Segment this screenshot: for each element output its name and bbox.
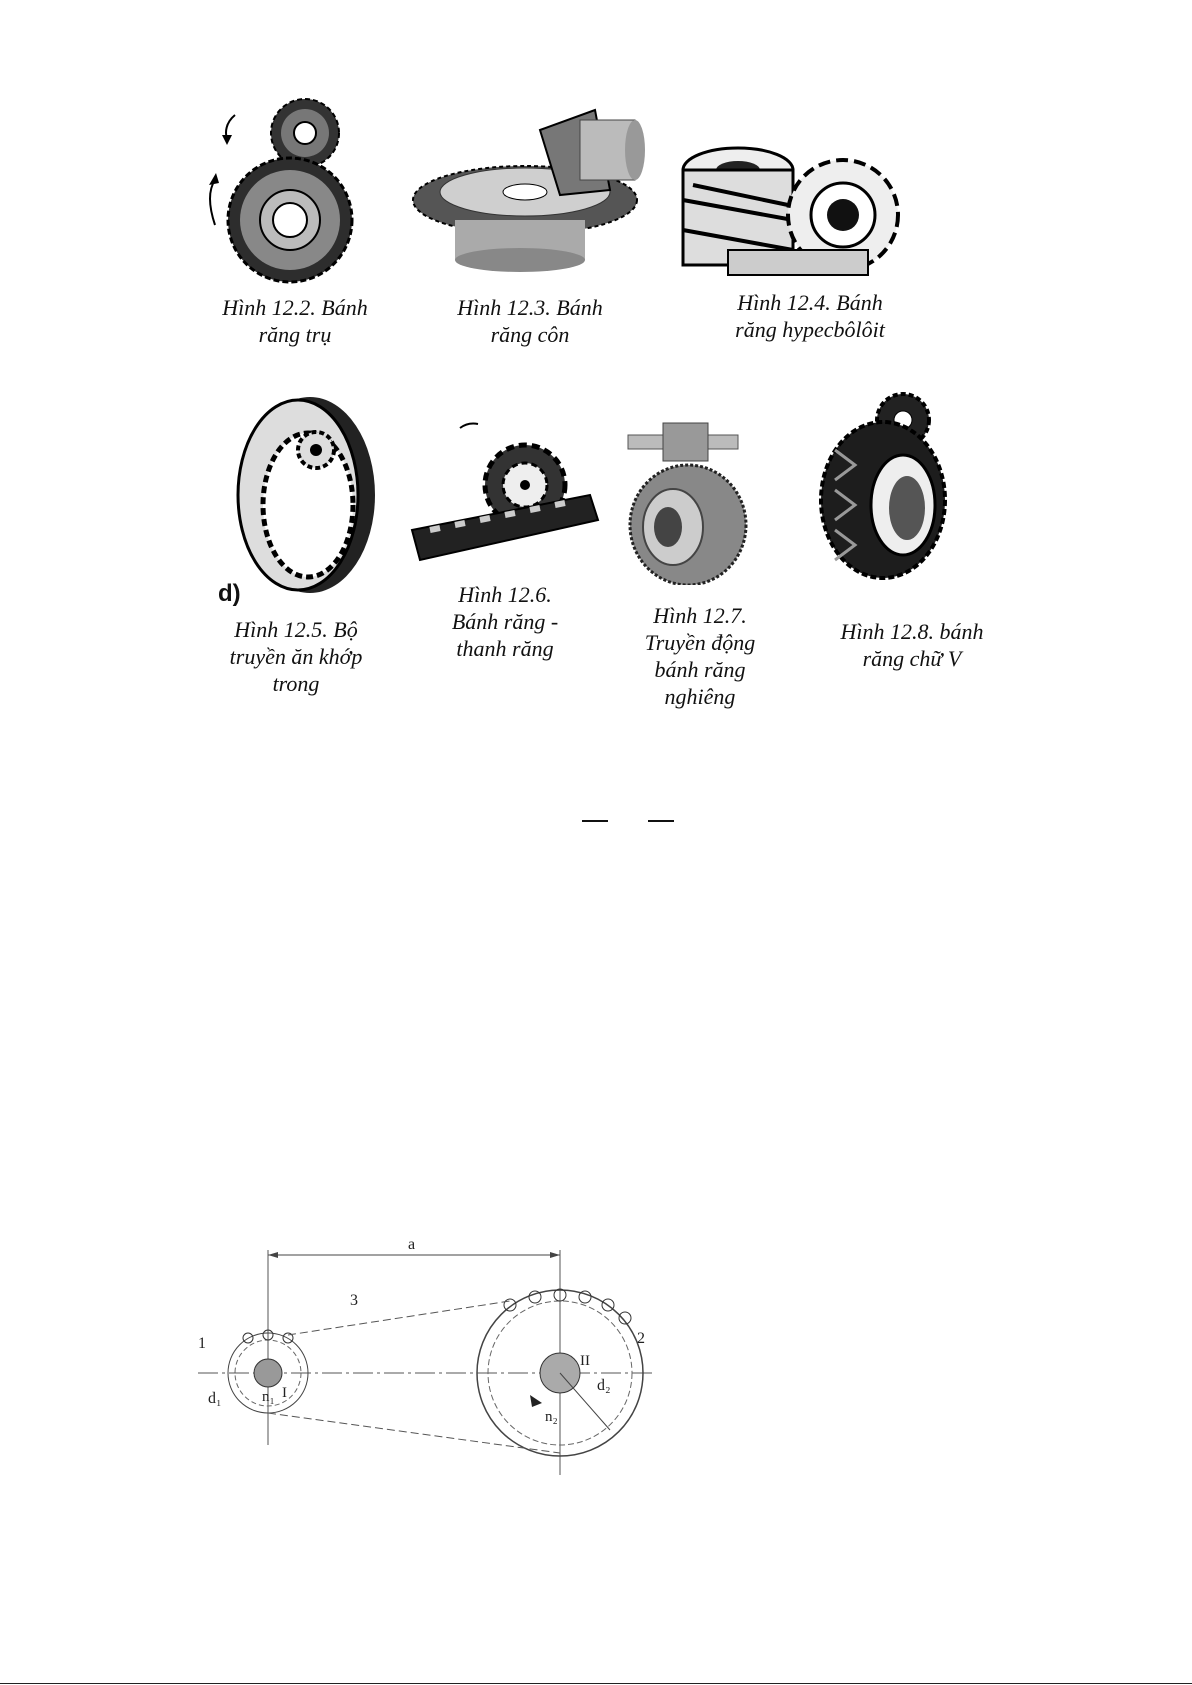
- figure-12-2-caption: Hình 12.2. Bánh răng trụ: [222, 295, 368, 347]
- label-sprocket-2: 2: [637, 1330, 645, 1347]
- label-d1: d₁: [208, 1390, 222, 1407]
- figure-12-7-helical-gear-image: [618, 415, 748, 585]
- figure-12-4-hypoid-gear-image: [678, 130, 908, 280]
- label-shaft-II: II: [580, 1353, 590, 1369]
- dimension-a-label: a: [408, 1236, 416, 1253]
- figure-12-7-caption: Hình 12.7. Truyền động bánh răng nghiêng: [644, 603, 756, 709]
- figure-12-3-caption: Hình 12.3. Bánh răng côn: [457, 295, 603, 347]
- page-bottom-rule: [0, 1683, 1192, 1684]
- figure-12-6-rack-pinion-image: [410, 420, 600, 570]
- label-d2: d₂: [597, 1377, 611, 1394]
- formula-overline-mark: [582, 820, 608, 822]
- chain-drive-diagram: [190, 1235, 660, 1480]
- figure-12-3-bevel-gear-image: [410, 100, 650, 280]
- formula-overline-mark: [648, 820, 674, 822]
- panel-letter-d: d): [218, 580, 241, 607]
- figure-12-4-caption: Hình 12.4. Bánh răng hypecbôlôit: [735, 290, 885, 342]
- label-shaft-I: I: [282, 1385, 287, 1401]
- label-chain-3: 3: [350, 1292, 358, 1309]
- figure-12-5-caption: Hình 12.5. Bộ truyền ăn khớp trong: [229, 617, 363, 696]
- figure-12-5-internal-gear-image: [228, 395, 378, 595]
- figure-12-8-caption: Hình 12.8. bánh răng chữ V: [840, 619, 984, 671]
- figure-12-6-caption: Hình 12.6. Bánh răng - thanh răng: [451, 582, 559, 661]
- figure-12-8-herringbone-gear-image: [815, 390, 955, 580]
- label-sprocket-1: 1: [198, 1335, 206, 1352]
- figure-12-2-spur-gear-image: [205, 95, 365, 285]
- label-n2: n₂: [545, 1409, 558, 1425]
- label-n1: n₁: [262, 1389, 275, 1405]
